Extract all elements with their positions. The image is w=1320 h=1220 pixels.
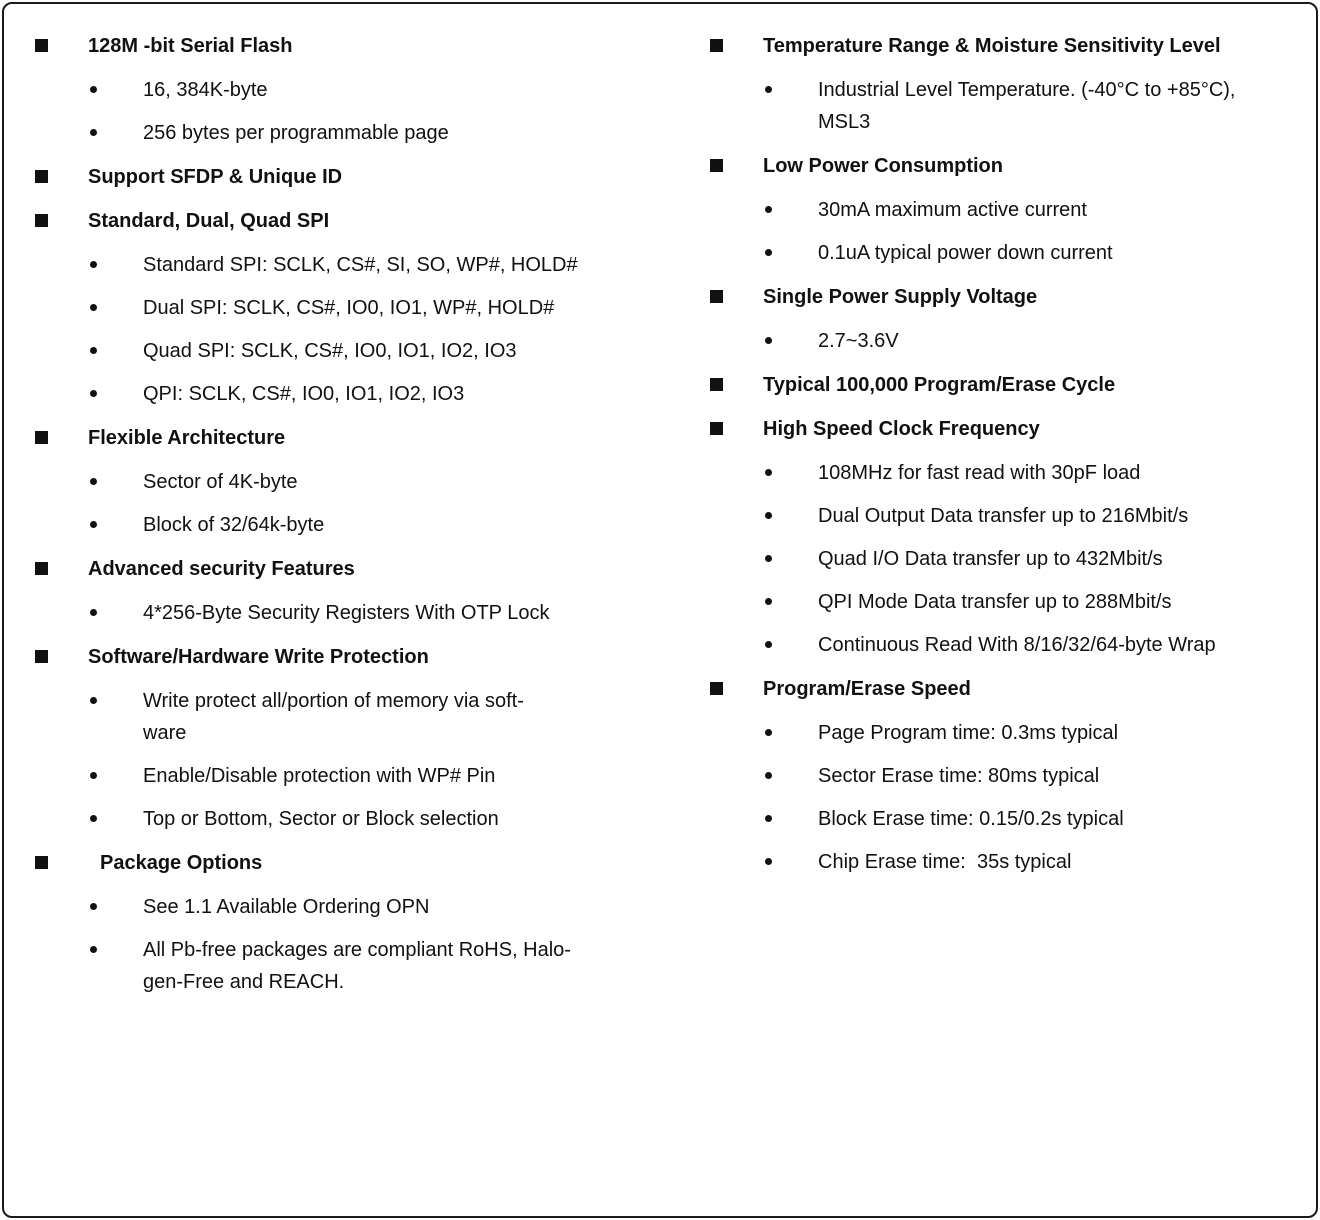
dot-bullet-icon [90, 521, 97, 528]
list-item-text: 16, 384K-byte [143, 79, 268, 101]
list-item-text: All Pb-free packages are compliant RoHS, Halo- gen-Free and REACH. [143, 939, 571, 993]
square-bullet-icon [710, 290, 723, 303]
dot-bullet-icon [765, 598, 772, 605]
list-item-text: Block of 32/64k-byte [143, 514, 325, 536]
list-item [765, 717, 1312, 749]
feature-section-sfdp [35, 161, 675, 193]
right-column [710, 30, 1320, 1010]
section-title: High Speed Clock Frequency [763, 418, 1040, 440]
list-item [765, 325, 1312, 357]
section-title: Flexible Architecture [88, 427, 286, 449]
list-item [765, 194, 1312, 226]
list-item-text: Sector Erase time: 80ms typical [818, 765, 1100, 787]
list-item [765, 543, 1312, 575]
dot-bullet-icon [765, 469, 772, 476]
section-title: Temperature Range & Moisture Sensitivity Level [763, 35, 1221, 57]
dot-bullet-icon [90, 946, 97, 953]
dot-bullet-icon [90, 347, 97, 354]
list-item [765, 586, 1312, 618]
dot-bullet-icon [90, 903, 97, 910]
section-title: Support SFDP & Unique ID [88, 166, 343, 188]
section-title: Standard, Dual, Quad SPI [88, 210, 330, 232]
feature-section-supply-voltage [710, 281, 1312, 357]
section-title: Program/Erase Speed [763, 678, 971, 700]
list-item [765, 74, 1312, 138]
dot-bullet-icon [765, 86, 772, 93]
dot-bullet-icon [765, 337, 772, 344]
list-item-text: Quad I/O Data transfer up to 432Mbit/s [818, 548, 1163, 570]
feature-section-temperature [710, 30, 1312, 138]
list-item [90, 509, 675, 541]
list-item-text: Dual Output Data transfer up to 216Mbit/s [818, 505, 1189, 527]
list-item-text: See 1.1 Available Ordering OPN [143, 896, 430, 918]
dot-bullet-icon [765, 641, 772, 648]
list-item-text: 2.7~3.6V [818, 330, 899, 352]
list-item-text: QPI Mode Data transfer up to 288Mbit/s [818, 591, 1172, 613]
dot-bullet-icon [765, 206, 772, 213]
list-item [90, 117, 675, 149]
list-item-text: QPI: SCLK, CS#, IO0, IO1, IO2, IO3 [143, 383, 465, 405]
square-bullet-icon [35, 562, 48, 575]
dot-bullet-icon [765, 858, 772, 865]
section-title: Package Options [100, 852, 263, 874]
list-item-text: Write protect all/portion of memory via soft- ware [143, 690, 524, 744]
feature-section-erase-cycle [710, 369, 1312, 401]
dot-bullet-icon [90, 86, 97, 93]
list-item-text: Block Erase time: 0.15/0.2s typical [818, 808, 1124, 830]
list-item [765, 237, 1312, 269]
section-title: Advanced security Features [88, 558, 355, 580]
list-item [90, 335, 675, 367]
list-item-text: 0.1uA typical power down current [818, 242, 1113, 264]
list-item-text: Dual SPI: SCLK, CS#, IO0, IO1, WP#, HOLD# [143, 297, 555, 319]
feature-section-write-protection [35, 641, 675, 835]
list-item-text: 108MHz for fast read with 30pF load [818, 462, 1141, 484]
dot-bullet-icon [90, 772, 97, 779]
section-title: Software/Hardware Write Protection [88, 646, 429, 668]
list-item-text: Page Program time: 0.3ms typical [818, 722, 1119, 744]
dot-bullet-icon [765, 249, 772, 256]
feature-section-clock-frequency [710, 413, 1312, 661]
list-item-text: 4*256-Byte Security Registers With OTP Lock [143, 602, 550, 624]
list-item [765, 629, 1312, 661]
square-bullet-icon [710, 422, 723, 435]
list-item [90, 597, 675, 629]
square-bullet-icon [35, 39, 48, 52]
list-item [765, 500, 1312, 532]
dot-bullet-icon [765, 815, 772, 822]
square-bullet-icon [35, 214, 48, 227]
feature-section-security [35, 553, 675, 629]
list-item [90, 934, 675, 998]
feature-section-erase-speed [710, 673, 1312, 878]
square-bullet-icon [710, 39, 723, 52]
list-item-text: Chip Erase time: 35s typical [818, 851, 1072, 873]
left-column [35, 30, 675, 1010]
dot-bullet-icon [90, 815, 97, 822]
dot-bullet-icon [765, 512, 772, 519]
list-item-text: Continuous Read With 8/16/32/64-byte Wrap [818, 634, 1216, 656]
section-title: Single Power Supply Voltage [763, 286, 1038, 308]
dot-bullet-icon [90, 261, 97, 268]
section-title: Low Power Consumption [763, 155, 1003, 177]
list-item-text: 256 bytes per programmable page [143, 122, 449, 144]
list-item [765, 457, 1312, 489]
list-item [90, 249, 675, 281]
dot-bullet-icon [90, 609, 97, 616]
list-item [765, 760, 1312, 792]
dot-bullet-icon [765, 555, 772, 562]
square-bullet-icon [710, 682, 723, 695]
list-item [90, 292, 675, 324]
list-item-text: Industrial Level Temperature. (-40°C to +85°C), MSL3 [818, 79, 1236, 133]
square-bullet-icon [35, 170, 48, 183]
square-bullet-icon [710, 159, 723, 172]
list-item [90, 760, 675, 792]
list-item-text: Standard SPI: SCLK, CS#, SI, SO, WP#, HOLD# [143, 254, 578, 276]
list-item-text: Top or Bottom, Sector or Block selection [143, 808, 499, 830]
dot-bullet-icon [90, 390, 97, 397]
feature-section-spi [35, 205, 675, 410]
dot-bullet-icon [765, 729, 772, 736]
dot-bullet-icon [90, 304, 97, 311]
square-bullet-icon [710, 378, 723, 391]
dot-bullet-icon [90, 129, 97, 136]
square-bullet-icon [35, 431, 48, 444]
list-item-text: Enable/Disable protection with WP# Pin [143, 765, 496, 787]
list-item [765, 803, 1312, 835]
list-item [90, 74, 675, 106]
square-bullet-icon [35, 856, 48, 869]
list-item-text: 30mA maximum active current [818, 199, 1087, 221]
list-item-text: Quad SPI: SCLK, CS#, IO0, IO1, IO2, IO3 [143, 340, 517, 362]
dot-bullet-icon [90, 478, 97, 485]
feature-section-architecture [35, 422, 675, 541]
list-item [90, 803, 675, 835]
list-item-text: Sector of 4K-byte [143, 471, 298, 493]
dot-bullet-icon [765, 772, 772, 779]
list-item [90, 378, 675, 410]
list-item [90, 466, 675, 498]
section-title: 128M -bit Serial Flash [88, 35, 293, 57]
square-bullet-icon [35, 650, 48, 663]
feature-section-package [35, 847, 675, 998]
section-title: Typical 100,000 Program/Erase Cycle [763, 374, 1116, 396]
feature-section-serial-flash [35, 30, 675, 149]
list-item [90, 891, 675, 923]
list-item [90, 685, 675, 749]
list-item [765, 846, 1312, 878]
dot-bullet-icon [90, 697, 97, 704]
feature-section-low-power [710, 150, 1312, 269]
